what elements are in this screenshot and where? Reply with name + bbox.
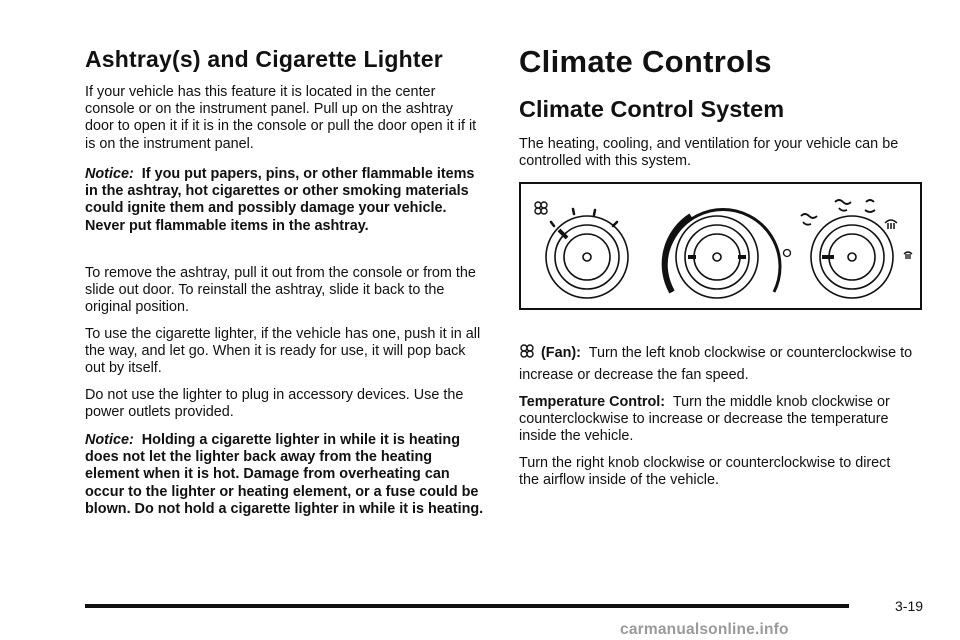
climate-intro-paragraph: The heating, cooling, and ventilation for your vehicle can be controlled with this system. [519,136,899,170]
lighter-warning-paragraph: Do not use the lighter to plug in accessory devices. Use the power outlets provided. [85,387,464,421]
notice-text: If you put papers, pins, or other flammable items in the ashtray, hot cigarettes or other smoking materials could ignite them and possibly damage your vehicle. Never put flammable items in the ashtray. [85,166,475,234]
notice-ashtray [85,166,485,235]
temperature-knob [676,216,758,298]
notice-label: Notice: [85,166,134,182]
section-title-ashtray: Ashtray(s) and Cigarette Lighter [85,46,443,72]
ashtray-paragraph: If your vehicle has this feature it is located in the center console or on the instrument panel. Pull up on the ashtray door to open it if it is in the console or pull the door open it if it is on the instrument panel. [85,84,477,152]
climate-control-panel-figure [519,182,922,310]
watermark: carmanualsonline.info [620,621,789,638]
climate-panel-diagram [521,184,924,312]
mode-knob [811,216,893,298]
fan-text: Turn the left knob clockwise or counterclockwise to increase or decrease the fan speed. [519,345,913,383]
vent-mode-icons [801,200,875,225]
notice-label: Notice: [85,432,134,448]
off-icon [784,250,791,257]
subsection-title: Climate Control System [519,96,785,122]
fan-icon [535,202,547,214]
temperature-text: Turn the middle knob clockwise or counterclockwise to increase or decrease the temperature inside the vehicle. [519,394,890,445]
temperature-description [519,394,929,446]
fan-knob [546,216,628,298]
defrost-icon [885,220,897,229]
lighter-paragraph: To use the cigarette lighter, if the vehicle has one, push it in all the way, and let go. When it is ready for use, it will pop back out by itself. [85,326,481,377]
fan-description [519,342,929,386]
fan-speed-ticks [551,209,617,226]
notice-text: Holding a cigarette lighter in while it is heating does not let the lighter back away from the heating element when it is hot. Damage from overheating can occur to the lighter or heating element, or a fuse could be blown. Do not hold a cigarette lighter in while it is heating. [85,432,484,517]
defrost-small-icon [904,252,912,259]
footer-rule [85,604,849,608]
notice-lighter [85,432,485,518]
page-number: 3-19 [895,598,924,614]
remove-ashtray-paragraph: To remove the ashtray, pull it out from the console or from the slide out door. To reinstall the ashtray, slide it back to the original position. [85,265,476,316]
fan-icon [519,343,535,359]
fan-label: (Fan): [541,345,581,361]
airflow-description: Turn the right knob clockwise or counterclockwise to direct the airflow inside of the vehicle. [519,455,891,489]
temperature-label: Temperature Control: [519,394,666,410]
chapter-title: Climate Controls [519,44,772,79]
